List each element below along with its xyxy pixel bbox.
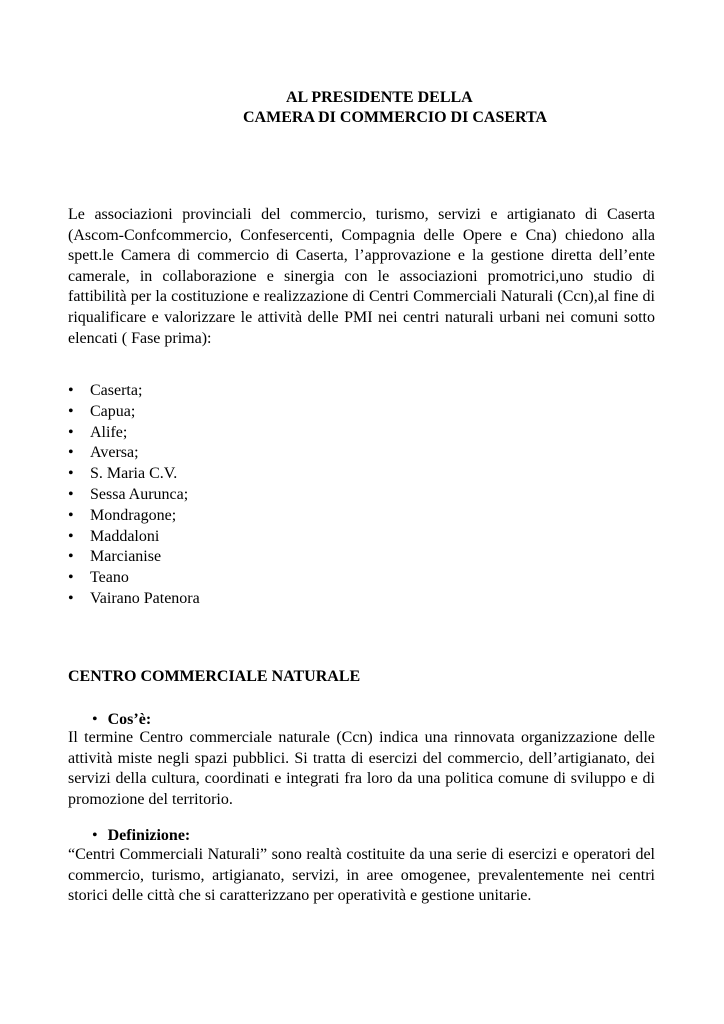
town-name: Marcianise [90, 548, 162, 566]
town-name: Caserta; [90, 382, 143, 399]
town-name: Capua; [90, 402, 136, 420]
list-item [68, 423, 200, 444]
town-name: Mondragone; [90, 506, 177, 524]
list-item [68, 402, 200, 423]
intro-paragraph: Le associazioni provinciali del commercio, turismo, servizi e artigianato di Caserta (Ascom-Confcommercio, Confesercenti, Compagnia delle Opere e Cna) chiedono alla spett.le Camera di commercio di Caserta, l’approvazione e la gestione diretta dell’ente camerale, in collaborazione e sinergia con le associazioni promotrici,uno studio di fattibilità per la costituzione e realizzazione di Centri Commerciali Naturali (Ccn),al fine di riqualificare e valorizzare le attività delle PMI nei centri naturali urbani nei comuni sotto elencati ( Fase prima): [68, 206, 655, 347]
definition-heading [92, 826, 190, 846]
list-item [68, 506, 200, 527]
bullet-glyph: • [92, 827, 98, 844]
town-name: S. Maria C.V. [90, 465, 178, 483]
addressee-line-2: CAMERA DI COMMERCIO DI CASERTA [243, 109, 548, 126]
definition-heading-label: Definizione: [107, 827, 191, 844]
bullet-glyph: • [68, 444, 74, 462]
bullet-glyph: • [68, 569, 74, 587]
list-item [68, 527, 200, 548]
section-title: CENTRO COMMERCIALE NATURALE [68, 668, 361, 685]
bullet-glyph: • [68, 548, 74, 566]
cose-paragraph: Il termine Centro commerciale naturale (Ccn) indica una rinnovata organizzazione delle attività miste negli spazi pubblici. Si tratta di esercizi del commercio, dell’artigianato, dei servizi della cultura, coordinati e integrati fra loro da una politica comune di sviluppo e di promozione del territorio. [68, 729, 655, 808]
bullet-glyph: • [68, 506, 74, 524]
cose-heading [92, 710, 151, 730]
bullet-glyph: • [68, 465, 74, 483]
town-name: Vairano Patenora [90, 589, 200, 607]
bullet-glyph: • [68, 589, 74, 607]
town-name: Aversa; [90, 444, 139, 462]
list-item [68, 464, 200, 485]
bullet-glyph: • [92, 711, 98, 728]
addressee-line-1: AL PRESIDENTE DELLA [286, 89, 473, 106]
list-item [68, 589, 200, 610]
list-item [68, 547, 200, 568]
bullet-glyph: • [68, 402, 74, 420]
definition-paragraph: “Centri Commerciali Naturali” sono realtà costituite da una serie di esercizi e operatori del commercio, turismo, artigianato, servizi, in aree omogenee, prevalentemente nei centri storici delle città che si caratterizzano per operatività e gestione unitarie. [68, 846, 655, 905]
bullet-glyph: • [68, 527, 74, 545]
town-name: Sessa Aurunca; [90, 485, 189, 503]
list-item [68, 568, 200, 589]
bullet-glyph: • [68, 382, 74, 399]
town-list [68, 381, 200, 610]
list-item [68, 485, 200, 506]
list-item [68, 443, 200, 464]
town-name: Maddaloni [90, 527, 160, 545]
cose-heading-label: Cos’è: [107, 711, 152, 728]
town-name: Teano [90, 569, 129, 587]
bullet-glyph: • [68, 485, 74, 503]
bullet-glyph: • [68, 423, 74, 441]
town-name: Alife; [90, 423, 128, 441]
list-item [68, 381, 200, 402]
